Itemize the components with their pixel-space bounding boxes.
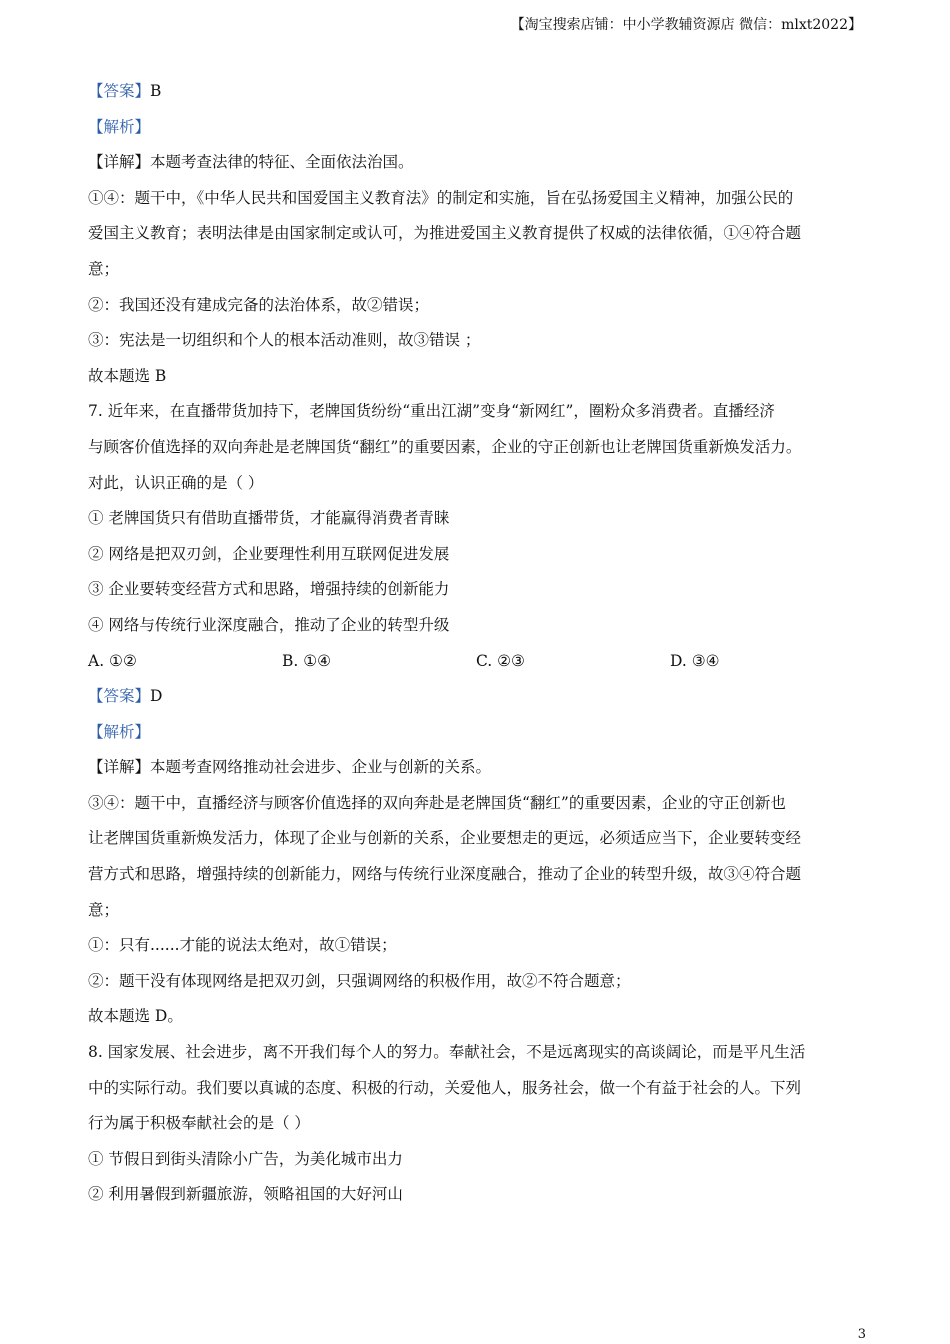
q6-detail-line: 故本题选 B: [88, 366, 167, 385]
option-d: D. ③④: [670, 651, 720, 670]
q7-detail-line: 意；: [88, 900, 120, 919]
option-a: A. ①②: [88, 651, 137, 670]
q7-answer: [88, 683, 878, 719]
q7-statement: ① 老牌国货只有借助直播带货，才能赢得消费者青睐: [88, 509, 450, 528]
page-header: 【淘宝搜索店铺：中小学教辅资源店 微信：mlxt2022】: [510, 17, 862, 33]
q7-options: [88, 648, 878, 684]
answer-value: B: [150, 82, 162, 100]
q7-detail-line: 让老牌国货重新焕发活力，体现了企业与创新的关系，企业要想走的更远，必须适应当下，企业要转变经: [88, 829, 802, 848]
q6-detail-line: 意；: [88, 259, 120, 278]
q8-stem-line: 8. 国家发展、社会进步，离不开我们每个人的努力。奉献社会，不是远离现实的高谈阔论，而是平凡生活: [88, 1043, 806, 1062]
q6-detail-line: ①④：题干中，《中华人民共和国爱国主义教育法》的制定和实施，旨在弘扬爱国主义精神，加强公民的: [88, 188, 794, 207]
q8-stem-line: 中的实际行动。我们要以真诚的态度、积极的行动，关爱他人，服务社会，做一个有益于社会的人。下列: [88, 1078, 802, 1097]
q7-statement: ② 网络是把双刃剑，企业要理性利用互联网促进发展: [88, 544, 450, 563]
answer-value: D: [150, 687, 163, 706]
q7-analysis-tag: 【解析】: [88, 722, 151, 741]
q8-statement: ② 利用暑假到新疆旅游，领略祖国的大好河山: [88, 1185, 403, 1204]
q7-detail-line: 营方式和思路，增强持续的创新能力，网络与传统行业深度融合，推动了企业的转型升级，故③④符合题: [88, 865, 802, 884]
q7-statement: ④ 网络与传统行业深度融合，推动了企业的转型升级: [88, 615, 450, 634]
answer-tag: 【答案】: [88, 687, 151, 706]
q7-detail-line: ①：只有......才能的说法太绝对，故①错误；: [88, 936, 397, 955]
q7-detail-line: 故本题选 D。: [88, 1007, 183, 1026]
q6-detail-line: ②：我国还没有建成完备的法治体系，故②错误；: [88, 295, 430, 314]
q6-analysis-tag: 【解析】: [88, 117, 151, 136]
q7-stem-line: 与顾客价值选择的双向奔赴是老牌国货“翻红”的重要因素，企业的守正创新也让老牌国货重新焕发活力。: [88, 437, 802, 456]
q7-stem-line: 7. 近年来，在直播带货加持下，老牌国货纷纷“重出江湖”变身“新网红”，圈粉众多消费者。直播经济: [88, 402, 775, 421]
q7-stem-line: 对此，认识正确的是（ ）: [88, 473, 264, 492]
q6-detail-line: 【详解】本题考查法律的特征、全面依法治国。: [88, 153, 414, 172]
q7-statement: ③ 企业要转变经营方式和思路，增强持续的创新能力: [88, 580, 450, 599]
q8-statement: ① 节假日到街头清除小广告，为美化城市出力: [88, 1149, 403, 1168]
option-c: C. ②③: [476, 651, 525, 670]
option-b: B. ①④: [282, 651, 332, 670]
q7-detail-line: ②：题干没有体现网络是把双刃剑，只强调网络的积极作用，故②不符合题意；: [88, 971, 631, 990]
q6-detail-line: 爱国主义教育；表明法律是由国家制定或认可，为推进爱国主义教育提供了权威的法律依循，①④符合题: [88, 224, 802, 243]
q6-answer: [88, 78, 878, 114]
q6-detail-line: ③：宪法是一切组织和个人的根本活动准则，故③错误 ；: [88, 331, 481, 350]
document-body: [88, 78, 878, 1217]
q7-detail-line: ③④：题干中，直播经济与顾客价值选择的双向奔赴是老牌国货“翻红”的重要因素，企业的守正创新也: [88, 793, 786, 812]
q7-detail-line: 【详解】本题考查网络推动社会进步、企业与创新的关系。: [88, 758, 492, 777]
page-number: 3: [857, 1327, 866, 1342]
answer-tag: 【答案】: [88, 82, 151, 100]
q8-stem-line: 行为属于积极奉献社会的是（ ）: [88, 1114, 310, 1133]
